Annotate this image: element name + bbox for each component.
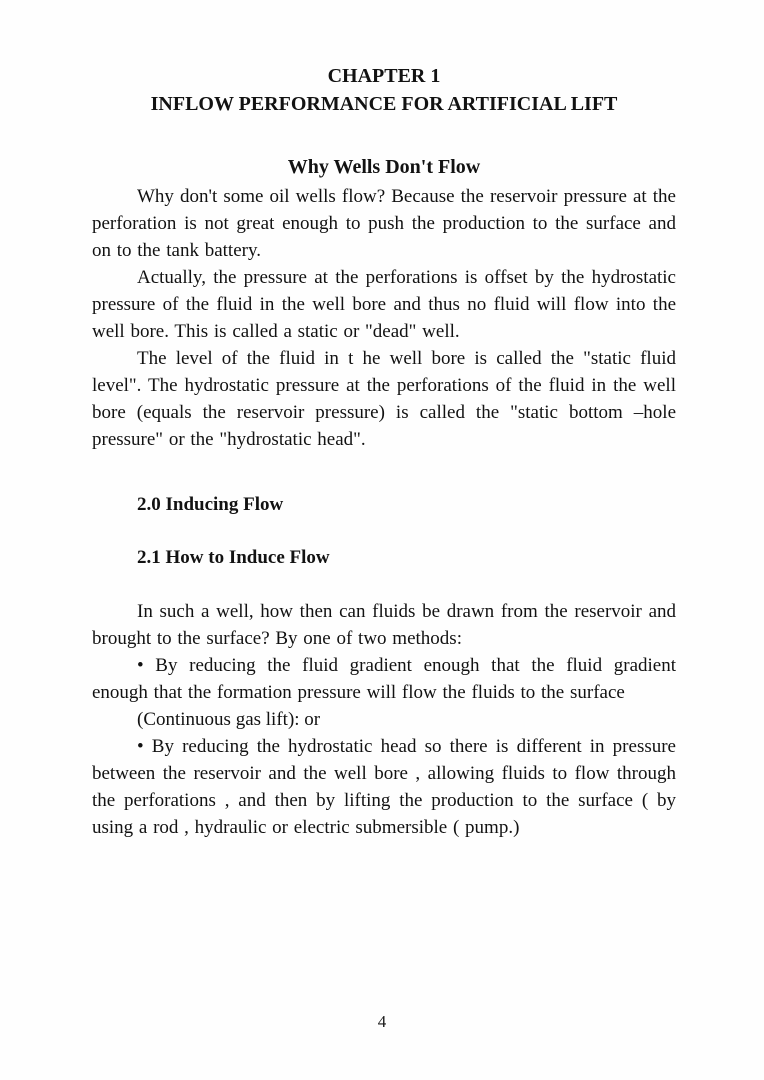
paragraph-dead-well: Actually, the pressure at the perforations is offset by the hydrostatic pressure of the fluid in the well bore and thus no fluid will flow into the well bore. This is called a static or "dead" well. [92,267,676,342]
spacer [92,571,676,598]
chapter-number-heading: CHAPTER 1 [327,65,441,87]
section-heading-why-wells-dont-flow: Why Wells Don't Flow [287,156,481,178]
page-content [92,62,676,841]
paragraph-two-methods-intro: In such a well, how then can fluids be drawn from the reservoir and brought to the surface? By one of two methods: [92,601,676,649]
spacer [92,453,676,491]
spacer [92,518,676,544]
heading-2-0-inducing-flow: 2.0 Inducing Flow [137,494,284,515]
page-number: 4 [377,1012,387,1031]
heading-2-1-how-to-induce-flow: 2.1 How to Induce Flow [137,547,330,568]
bullet-reducing-hydrostatic-head: • By reducing the hydrostatic head so there is different in pressure between the reservoir and the well bore , allowing fluids to flow through the perforations , and then by lifting the production to the surface ( by using a rod , hydraulic or electric submersible ( pump.) [92,736,676,838]
chapter-title-heading: INFLOW PERFORMANCE FOR ARTIFICIAL LIFT [150,93,618,115]
paragraph-static-fluid-level: The level of the fluid in t he well bore is called the "static fluid level". The hydrostatic pressure at the perforations of the fluid in the well bore (equals the reservoir pressure) is called the "static bottom –hole pressure" or the "hydrostatic head". [92,348,676,450]
line-continuous-gas-lift: (Continuous gas lift): or [137,709,321,730]
paragraph-why-dont-wells-flow: Why don't some oil wells flow? Because the reservoir pressure at the perforation is not great enough to push the production to the surface and on to the tank battery. [92,186,676,261]
bullet-reducing-fluid-gradient: • By reducing the fluid gradient enough that the fluid gradient enough that the formation pressure will flow the fluids to the surface [92,655,676,703]
